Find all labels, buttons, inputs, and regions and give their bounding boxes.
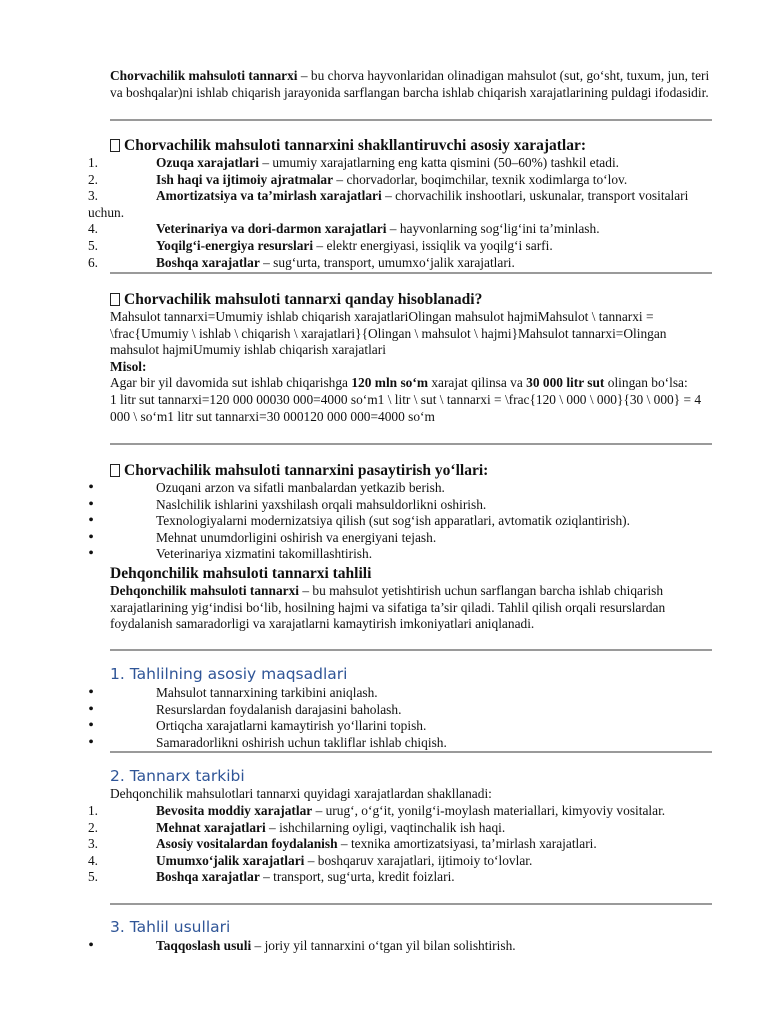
item-text: – transport, sug‘urta, kredit foizlari.	[259, 869, 455, 885]
list-number: 3.	[87, 188, 98, 204]
calc-body	[110, 309, 712, 425]
reduce-heading	[110, 461, 712, 480]
item-title: Boshqa xarajatlar	[156, 254, 260, 270]
item-text: – elektr energiyasi, issiqlik va yoqilg‘i sarfi.	[313, 237, 553, 253]
item-text: – chorvadorlar, boqimchilar, texnik xodimlarga to‘lov.	[333, 171, 628, 187]
item-text: – ishchilarning oyligi, vaqtinchalik ish haqi.	[265, 819, 506, 835]
list-item	[87, 803, 712, 820]
list-number: 3.	[87, 836, 98, 852]
item-text: Samaradorlikni oshirish uchun takliflar ishlab chiqish.	[156, 734, 447, 750]
list-item	[88, 512, 712, 530]
item-title: Boshqa xarajatlar	[156, 869, 260, 885]
list-number: 4.	[87, 221, 98, 237]
divider	[110, 272, 712, 274]
list-item	[87, 254, 712, 272]
item-text: Ozuqani arzon va sifatli manbalardan yetkazib berish.	[156, 480, 445, 495]
item-title: Mehnat xarajatlari	[156, 819, 266, 835]
list-number: 2.	[87, 171, 98, 187]
item-text: – umumiy xarajatlarning eng katta qismini (50–60%) tashkil etadi.	[259, 155, 620, 170]
item-text: – boshqaruv xarajatlari, ijtimoiy to‘lovlar.	[304, 852, 533, 868]
list-item	[88, 700, 712, 719]
costs-heading-text: Chorvachilik mahsuloti tannarxini shakllantiruvchi asosiy xarajatlar:	[124, 137, 587, 154]
item-text: Mahsulot tannarxining tarkibini aniqlash.	[156, 685, 378, 700]
list-number: 1.	[87, 155, 98, 170]
item-title: Asosiy vositalardan foydalanish	[156, 836, 338, 852]
bullet: •	[88, 528, 94, 546]
goals-heading: 1. Tahlilning asosiy maqsadlari	[110, 665, 348, 683]
list-item	[88, 684, 712, 702]
list-number: 6.	[87, 254, 98, 270]
item-title: Amortizatsiya va ta’mirlash xarajatlari	[156, 188, 382, 204]
item-text: Resurslardan foydalanish darajasini baholash.	[156, 701, 402, 717]
bullet: •	[88, 937, 94, 954]
crop-text: – bu mahsulot yetishtirish uchun sarflangan barcha ishlab chiqarish xarajatlarining yig‘indisi bo‘lib, hosilning hajmi va sifatiga ta’sir qiladi. Tahlil qilish orqali resurslardan foydalanish samaradorligi va xarajatlarni kamaytirish imkoniyatlari aniqlanadi.	[110, 583, 666, 632]
list-number: 2.	[87, 819, 98, 835]
structure-list	[87, 803, 712, 886]
list-item	[87, 171, 712, 189]
list-item	[87, 221, 712, 238]
item-title: Taqqoslash usuli	[156, 938, 252, 953]
list-item	[88, 495, 712, 514]
calc-heading	[110, 290, 712, 309]
structure-heading: 2. Tannarx tarkibi	[110, 767, 245, 785]
item-text: Texnologiyalarni modernizatsiya qilish (sut sog‘ish apparatlari, avtomatik oziqlantirish).	[156, 513, 630, 529]
item-title: Yoqilg‘i-energiya resurslari	[156, 237, 314, 253]
missing-glyph-icon	[110, 464, 120, 477]
item-title: Bevosita moddiy xarajatlar	[156, 803, 313, 818]
list-item	[88, 937, 712, 955]
bullet: •	[88, 495, 94, 513]
item-text: Ortiqcha xarajatlarni kamaytirish yo‘llarini topish.	[156, 718, 427, 734]
list-item	[88, 717, 712, 735]
list-item	[87, 819, 712, 837]
item-text: – joriy yil tannarxini o‘tgan yil bilan solishtirish.	[251, 938, 516, 953]
item-text: – texnika amortizatsiyasi, ta’mirlash xarajatlari.	[337, 836, 597, 852]
bullet: •	[88, 733, 94, 751]
list-item	[87, 237, 712, 255]
example-text: Agar bir yil davomida sut ishlab chiqarishga 120 mln so‘m xarajat qilinsa va 30 000 litr sut olingan bo‘lsa:	[110, 375, 688, 391]
costs-list	[87, 155, 712, 271]
list-item	[87, 155, 712, 172]
item-text: – urug‘, o‘g‘it, yonilg‘i-moylash materiallari, kimyoviy vositalar.	[312, 803, 666, 818]
missing-glyph-icon	[110, 293, 120, 306]
example-label: Misol:	[110, 358, 147, 374]
divider	[110, 443, 712, 445]
list-item	[88, 545, 712, 563]
costs-heading	[110, 136, 712, 155]
list-number: 5.	[87, 869, 98, 885]
list-number: 5.	[87, 237, 98, 253]
divider	[110, 649, 712, 651]
result-text: 1 litr sut tannarxi=120 000 00030 000=4000 so‘m1 \ litr \ sut \ tannarxi = \frac{120 \ 000 \ 000}{30 \ 000} = 4 000 \ so‘m1 litr sut tannarxi=30 000120 000 000=4000 so‘m	[110, 391, 702, 424]
divider	[110, 751, 712, 753]
list-item	[88, 733, 712, 752]
missing-glyph-icon	[110, 139, 120, 152]
bullet: •	[88, 512, 94, 530]
list-number: 1.	[87, 803, 98, 818]
crop-term: Dehqonchilik mahsuloti tannarxi	[110, 583, 299, 598]
intro-term: Chorvachilik mahsuloti tannarxi	[110, 68, 298, 83]
reduce-heading-text: Chorvachilik mahsuloti tannarxini pasaytirish yo‘llari:	[124, 462, 489, 479]
divider	[110, 903, 712, 905]
item-title: Ozuqa xarajatlari	[156, 155, 260, 170]
intro-paragraph	[110, 68, 712, 101]
structure-intro: Dehqonchilik mahsulotlari tannarxi quyidagi xarajatlardan shakllanadi:	[110, 786, 492, 801]
list-item	[88, 528, 712, 547]
item-title: Veterinariya va dori-darmon xarajatlari	[156, 221, 387, 237]
item-text: – hayvonlarning sog‘lig‘ini ta’minlash.	[386, 221, 600, 237]
intro-text: – bu chorva hayvonlaridan olinadigan mahsulot (sut, go‘sht, tuxum, jun, teri va boshqalar)ni ishlab chiqarish jarayonida sarflangan barcha ishlab chiqarish xarajatlarining puldagi ifodasidir.	[110, 68, 710, 100]
item-text: – sug‘urta, transport, umumxo‘jalik xarajatlari.	[259, 254, 515, 270]
item-text: Naslchilik ishlarini yaxshilash orqali mahsuldorlikni oshirish.	[156, 496, 487, 512]
list-item	[87, 852, 712, 870]
list-number: 4.	[87, 852, 98, 868]
methods-list	[88, 937, 712, 955]
bullet: •	[88, 684, 94, 701]
bullet: •	[88, 700, 94, 718]
list-item	[87, 869, 712, 886]
item-text: – chorvachilik inshootlari, uskunalar, transport vositalari uchun.	[88, 188, 689, 220]
item-text: Veterinariya xizmatini takomillashtirish.	[156, 546, 373, 562]
calc-heading-text: Chorvachilik mahsuloti tannarxi qanday hisoblanadi?	[124, 291, 483, 308]
goals-list	[88, 684, 712, 751]
item-title: Umumxo‘jalik xarajatlari	[156, 852, 305, 868]
formula-text: Mahsulot tannarxi=Umumiy ishlab chiqarish xarajatlariOlingan mahsulot hajmiMahsulot \ tannarxi = \frac{Umumiy \ ishlab \ chiqarish \ xarajatlari}{Olingan \ mahsulot \ hajmi}Mahsulot tannarxi=Olingan mahsulot hajmiUmumiy ishlab chiqarish xarajatlari	[110, 309, 667, 358]
item-title: Ish haqi va ijtimoiy ajratmalar	[156, 171, 334, 187]
methods-heading: 3. Tahlil usullari	[110, 918, 231, 936]
bullet: •	[88, 545, 94, 563]
bullet: •	[88, 717, 94, 735]
crop-paragraph	[110, 583, 712, 633]
list-item	[87, 188, 712, 221]
reduce-list	[88, 479, 712, 563]
list-item	[88, 479, 712, 497]
divider	[110, 119, 712, 121]
list-item	[87, 836, 712, 853]
bullet: •	[88, 479, 94, 496]
item-text: Mehnat unumdorligini oshirish va energiyani tejash.	[156, 529, 437, 545]
crop-title: Dehqonchilik mahsuloti tannarxi tahlili	[110, 565, 372, 582]
